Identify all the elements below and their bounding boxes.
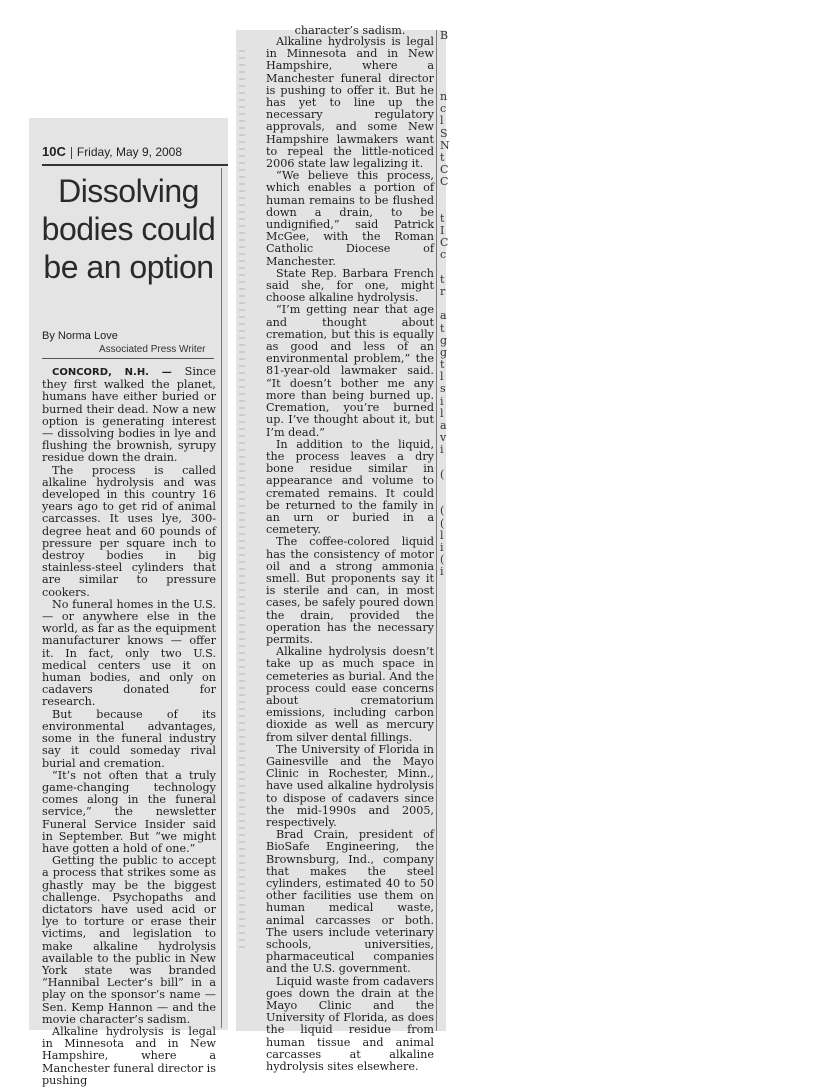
adjacent-column-letter: a bbox=[440, 309, 447, 323]
adjacent-column-letter: I bbox=[440, 224, 445, 237]
byline-rule bbox=[42, 358, 214, 359]
article-paragraph: Alkaline hydrolysis is legal in Minnesota and in New Hampshire, where a Manchester funeral director is pushing bbox=[42, 1024, 216, 1087]
adjacent-column-letter bbox=[440, 67, 450, 79]
adjacent-column-letter bbox=[440, 262, 450, 274]
article-paragraph: “It’s not often that a truly game-changing technology comes along in the funeral service,” the newsletter Funeral Service Insider said in September. But “we might have gotten a hold of one.” bbox=[42, 768, 216, 855]
adjacent-column-letter: i bbox=[440, 443, 444, 457]
adjacent-column-letter: ( bbox=[440, 504, 445, 518]
adjacent-column-letter: s bbox=[440, 382, 446, 396]
adjacent-column-letter bbox=[440, 201, 450, 213]
column-rule bbox=[436, 30, 437, 1031]
article-paragraph: State Rep. Barbara French said she, for one, might choose alkaline hydrolysis. bbox=[266, 266, 434, 305]
column-rule bbox=[221, 168, 222, 1028]
headline: Dissolving bodies could be an option bbox=[41, 173, 216, 285]
article-paragraph: Getting the public to accept a process that strikes some as ghastly may be the biggest challenge. Psychopaths and dictators have used acid or lye to torture or erase their victims, and legislation to make alkaline hydrolysis available to the public in New York state was branded “Hannibal Lecter’s bill” in a play on the sponsor’s name — Sen. Kemp Hannon — and the movie character’s sadism. bbox=[42, 854, 216, 1026]
adjacent-column-letter bbox=[440, 54, 450, 66]
adjacent-column-letter: n bbox=[440, 89, 448, 103]
cut-off-line: character’s sadism. bbox=[294, 24, 406, 37]
adjacent-column-fragment bbox=[440, 30, 450, 578]
article-paragraph: CONCORD, N.H. — Since they first walked the planet, humans have either buried or burned their dead. Now a new option is generating interest — dissolving bodies in lye and flushing the brownish, syrupy residue down the drain. bbox=[42, 365, 217, 465]
dateline-separator bbox=[71, 147, 72, 159]
adjacent-column-letter: ( bbox=[440, 467, 445, 481]
article-paragraph: Liquid waste from cadavers goes down the drain at the Mayo Clinic and the University of Florida, as does the liquid residue from human tissue and animal carcasses at alkaline hydrolysis sites elsewhere. bbox=[266, 974, 434, 1074]
adjacent-column-letter: r bbox=[440, 284, 446, 298]
adjacent-column-letter bbox=[440, 42, 450, 54]
adjacent-column-letter: t bbox=[440, 272, 445, 286]
adjacent-column-letter: l bbox=[440, 370, 444, 384]
adjacent-column-letter: B bbox=[440, 29, 449, 42]
article-paragraph: Alkaline hydrolysis is legal in Minnesota and in New Hampshire, where a Manchester funeral director is pushing to offer it. But he has yet to line up the necessary regulatory approvals, and some New Hampshire lawmakers want to repeal the little-noticed 2006 state law legalizing it. bbox=[266, 35, 434, 171]
adjacent-column-letter bbox=[440, 188, 450, 200]
adjacent-column-letter: t bbox=[440, 321, 445, 335]
adjacent-column-letter: l bbox=[440, 114, 444, 128]
adjacent-column-letter: l bbox=[440, 406, 444, 420]
article-paragraph: “I’m getting near that age and thought about cremation, but this is equally as good and less of an environmental problem,” the 81-year-old lawmaker said. “It doesn’t bother me any more than being burned up. Cremation, you’re burned up. I’ve thought about it, but I’m dead.” bbox=[266, 303, 434, 439]
clipping-page-two bbox=[236, 24, 450, 1074]
adjacent-column-letter: v bbox=[440, 431, 447, 445]
page-number: 10C bbox=[42, 144, 66, 159]
article-paragraph: The University of Florida in Gainesville and the Mayo Clinic in Rochester, Minn., have used alkaline hydrolysis to dispose of cadavers since the mid-1990s and 2005, respectively. bbox=[266, 742, 434, 829]
adjacent-column-letter: S bbox=[440, 126, 448, 140]
adjacent-column-letter: t bbox=[440, 211, 445, 225]
adjacent-column-letter: c bbox=[440, 248, 447, 262]
article-paragraph: Brad Crain, president of BioSafe Engineering, the Brownsburg, Ind., company that makes the steel cylinders, estimated 40 to 50 other facilities use them on human medical waste, animal carcasses or both. The users include veterinary schools, universities, pharmaceutical companies and the U.S. government. bbox=[266, 828, 434, 976]
article-paragraph: No funeral homes in the U.S. — or anywhere else in the world, as far as the equipment manufacturer knows — offer it. In fact, only two U.S. medical centers use it on human bodies, and only on cadavers donated for research. bbox=[42, 597, 216, 709]
adjacent-column-letter: i bbox=[440, 565, 444, 579]
article-paragraph: In addition to the liquid, the process leaves a dry bone residue similar in appearance and volume to cremated remains. It could be returned to the family in an urn or buried in a cemetery. bbox=[266, 437, 434, 537]
adjacent-column-letter: i bbox=[440, 394, 444, 408]
adjacent-column-letter: t bbox=[440, 150, 445, 164]
article-paragraph: “We believe this process, which enables a portion of human remains to be flushed down a drain, to be undignified,” said Patrick McGee, with the Roman Catholic Diocese of Manchester. bbox=[266, 169, 434, 268]
adjacent-column-letter bbox=[440, 457, 450, 469]
article-paragraph: Alkaline hydrolysis doesn’t take up as much space in cemeteries as burial. And the process could ease concerns about crematorium emissions, including carbon dioxide as well as mercury from silver dental fillings. bbox=[266, 645, 434, 744]
dateline-place: CONCORD, N.H. — bbox=[52, 367, 172, 378]
article-column-1 bbox=[42, 366, 216, 1087]
adjacent-column-letter: C bbox=[440, 236, 449, 250]
byline: By Norma Love bbox=[42, 330, 118, 342]
article-paragraph: The process is called alkaline hydrolysis and was developed in this country 16 years ago to get rid of animal carcasses. It uses lye, 300-degree heat and 60 pounds of pressure per square inch to destroy bodies in big stainless-steel cylinders that are similar to pressure cookers. bbox=[42, 463, 216, 599]
adjacent-column-letter: i bbox=[440, 540, 444, 554]
adjacent-column-letter: ( bbox=[440, 553, 445, 567]
article-column-2 bbox=[266, 24, 434, 1074]
adjacent-column-letter: ( bbox=[440, 516, 445, 530]
adjacent-column-letter: C bbox=[440, 163, 449, 177]
publication-date: Friday, May 9, 2008 bbox=[76, 145, 183, 159]
adjacent-column-letter: a bbox=[440, 419, 447, 432]
clipping-page-one bbox=[29, 118, 228, 1087]
adjacent-column-letter bbox=[440, 481, 450, 493]
adjacent-column-letter: C bbox=[440, 175, 449, 189]
torn-edge bbox=[239, 50, 245, 950]
adjacent-column-letter: g bbox=[440, 345, 448, 359]
adjacent-column-letter: t bbox=[440, 358, 445, 372]
adjacent-column-letter: c bbox=[440, 102, 447, 116]
article-paragraph: The coffee-colored liquid has the consistency of motor oil and a strong ammonia smell. But proponents say it is sterile and can, in most cases, be safely poured down the drain, provided the operation has the necessary permits. bbox=[266, 535, 434, 646]
adjacent-column-letter: N bbox=[440, 138, 450, 152]
byline-affiliation: Associated Press Writer bbox=[99, 344, 206, 355]
article-paragraph: But because of its environmental advantages, some in the funeral industry say it could someday rival burial and cremation. bbox=[42, 707, 216, 770]
dateline bbox=[42, 144, 228, 166]
adjacent-column-letter: l bbox=[440, 528, 444, 542]
adjacent-column-letter: g bbox=[440, 333, 448, 347]
